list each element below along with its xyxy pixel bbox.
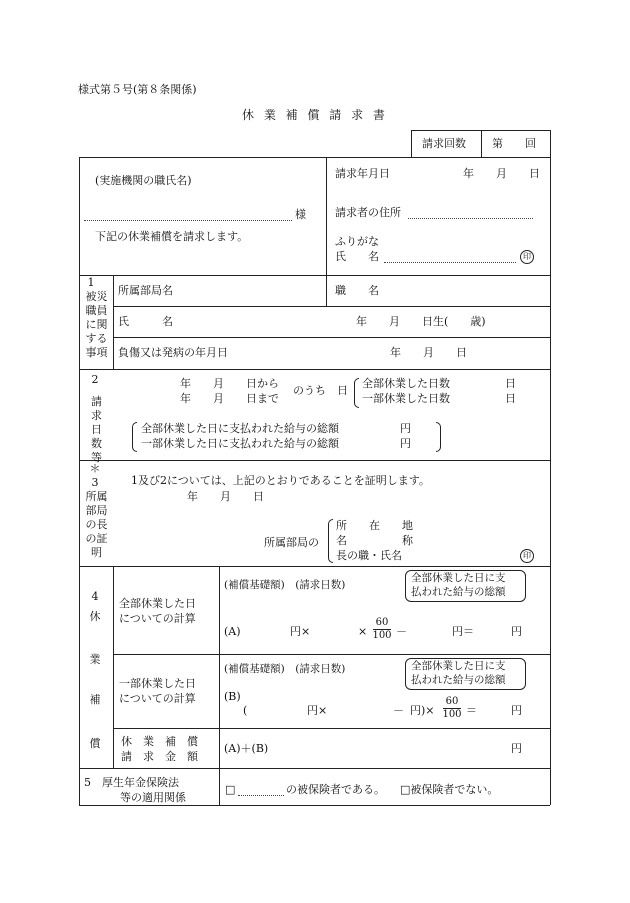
insured-checkbox[interactable]: □ bbox=[225, 783, 236, 796]
full-times: × bbox=[358, 625, 368, 638]
total-label-1: 休 業 補 償 bbox=[121, 735, 198, 748]
sec3-number: 3 bbox=[91, 476, 99, 489]
employee-name-label: 氏 名 bbox=[118, 315, 173, 328]
insured-text: の被保険者である。 bbox=[286, 783, 385, 796]
full-days-unit: 日 bbox=[505, 377, 516, 390]
sec4-label-2: 業 bbox=[89, 653, 101, 666]
partial-minus: － bbox=[393, 704, 404, 717]
mark-a: (A) bbox=[224, 625, 241, 638]
post-label: 職 名 bbox=[335, 284, 379, 297]
period-to-field[interactable]: 年 月 日まで bbox=[180, 392, 279, 405]
injury-date-label: 負傷又は発病の年月日 bbox=[118, 346, 228, 359]
sec5-label-1: 5 厚生年金保険法 bbox=[84, 776, 179, 789]
total-yen: 円 bbox=[511, 742, 522, 755]
full-minus: － bbox=[396, 625, 407, 638]
dept-label: 所属部局名 bbox=[118, 284, 173, 297]
sec2-number: 2 bbox=[91, 373, 99, 386]
dept-prefix-label: 所属部局の bbox=[264, 536, 319, 549]
request-date-label: 請求年月日 bbox=[335, 167, 390, 180]
mark-b: (B) bbox=[224, 690, 241, 703]
partial-pay-box-2: 払われた給与の総額 bbox=[411, 674, 506, 686]
partial-calc-label-1: 一部休業した日 bbox=[119, 677, 196, 690]
furigana-label: ふりがな bbox=[335, 235, 379, 248]
request-date-field[interactable]: 年 月 日 bbox=[463, 167, 540, 180]
sama-label: 様 bbox=[295, 208, 306, 221]
total-label-2: 請 求 金 額 bbox=[121, 750, 198, 763]
address-field[interactable] bbox=[408, 218, 533, 219]
brace-icon bbox=[436, 422, 441, 452]
sec3-star: ＊ bbox=[89, 462, 101, 475]
total-formula: (A)＋(B) bbox=[224, 742, 269, 755]
full-pay-label: 全部休業した日に支払われた給与の総額 bbox=[141, 422, 339, 435]
location-label: 所 在 地 bbox=[336, 519, 413, 532]
sec4-label-4: 償 bbox=[89, 737, 101, 750]
full-calc-label-2: についての計算 bbox=[119, 612, 196, 625]
partial-pay-box-1: 全部休業した日に支 bbox=[411, 660, 506, 672]
full-yen: 円 bbox=[511, 625, 522, 638]
request-count-value: 第 回 bbox=[492, 137, 536, 150]
full-yen-times: 円× bbox=[290, 625, 311, 638]
sec2-label: 請 求 日 数 等 bbox=[91, 395, 102, 464]
sec3-label: 所属 部局 の長 の証 明 bbox=[85, 490, 108, 559]
partial-base-label: (補償基礎額) (請求日数) bbox=[224, 663, 346, 675]
request-text: 下記の休業補償を請求します。 bbox=[95, 230, 249, 243]
certification-text: 1及び2については、上記のとおりであることを証明します。 bbox=[131, 474, 430, 487]
request-count-label: 請求回数 bbox=[422, 137, 466, 150]
full-pay-unit: 円 bbox=[400, 422, 411, 435]
sec4-number: 4 bbox=[91, 590, 99, 603]
certification-date-field[interactable]: 年 月 日 bbox=[187, 490, 264, 503]
partial-paren-open: ( bbox=[243, 704, 248, 717]
partial-eq: ＝ bbox=[466, 704, 477, 717]
head-seal-icon: 印 bbox=[520, 549, 534, 563]
head-name-label: 長の職・氏名 bbox=[336, 549, 402, 562]
full-days-label: 全部休業した日数 bbox=[362, 377, 450, 390]
brace-icon bbox=[354, 378, 359, 408]
institution-label: (実施機関の職氏名) bbox=[95, 174, 192, 187]
claimant-name-field[interactable] bbox=[384, 262, 516, 263]
nouchi-label: のうち 日 bbox=[293, 384, 348, 397]
partial-pay-unit: 円 bbox=[400, 437, 411, 450]
full-base-label: (補償基礎額) (請求日数) bbox=[224, 579, 346, 591]
institution-name-field[interactable] bbox=[84, 220, 292, 221]
brace-icon bbox=[132, 422, 137, 452]
sec4-label-1: 休 bbox=[89, 610, 101, 623]
full-fraction: 60 100 bbox=[372, 617, 392, 641]
partial-days-unit: 日 bbox=[505, 392, 516, 405]
injury-date-field[interactable]: 年 月 日 bbox=[390, 346, 467, 359]
full-yen-eq: 円＝ bbox=[452, 625, 474, 638]
brace-icon bbox=[328, 519, 333, 563]
claimant-name-label: 氏 名 bbox=[335, 250, 379, 263]
form-number: 様式第５号(第８条関係) bbox=[78, 83, 197, 96]
sec1-number: 1 bbox=[87, 276, 95, 289]
address-label: 請求者の住所 bbox=[335, 206, 401, 219]
full-pay-box-1: 全部休業した日に支 bbox=[411, 572, 506, 584]
insurance-law-field[interactable] bbox=[238, 795, 284, 796]
partial-yen-close-times: 円)× bbox=[410, 704, 435, 717]
partial-yen-times: 円× bbox=[307, 704, 328, 717]
sec1-label: 被災 職員 に関 する 事項 bbox=[85, 290, 108, 359]
sec4-label-3: 補 bbox=[89, 693, 101, 706]
period-from-field[interactable]: 年 月 日から bbox=[180, 377, 279, 390]
partial-fraction: 60 100 bbox=[442, 696, 462, 720]
not-insured-checkbox[interactable]: □被保険者でない。 bbox=[400, 783, 499, 796]
partial-calc-label-2: についての計算 bbox=[119, 692, 196, 705]
dept-name-label: 名 称 bbox=[336, 534, 413, 547]
partial-pay-label: 一部休業した日に支払われた給与の総額 bbox=[141, 437, 339, 450]
partial-yen: 円 bbox=[511, 704, 522, 717]
claimant-seal-icon: 印 bbox=[520, 250, 534, 264]
full-pay-box-2: 払われた給与の総額 bbox=[411, 586, 506, 598]
partial-days-label: 一部休業した日数 bbox=[362, 392, 450, 405]
full-calc-label-1: 全部休業した日 bbox=[119, 597, 196, 610]
sec5-label-2: 等の適用関係 bbox=[120, 791, 186, 804]
birth-date-field[interactable]: 年 月 日生( 歳) bbox=[356, 315, 486, 328]
page-title: 休 業 補 償 請 求 書 bbox=[242, 108, 388, 122]
